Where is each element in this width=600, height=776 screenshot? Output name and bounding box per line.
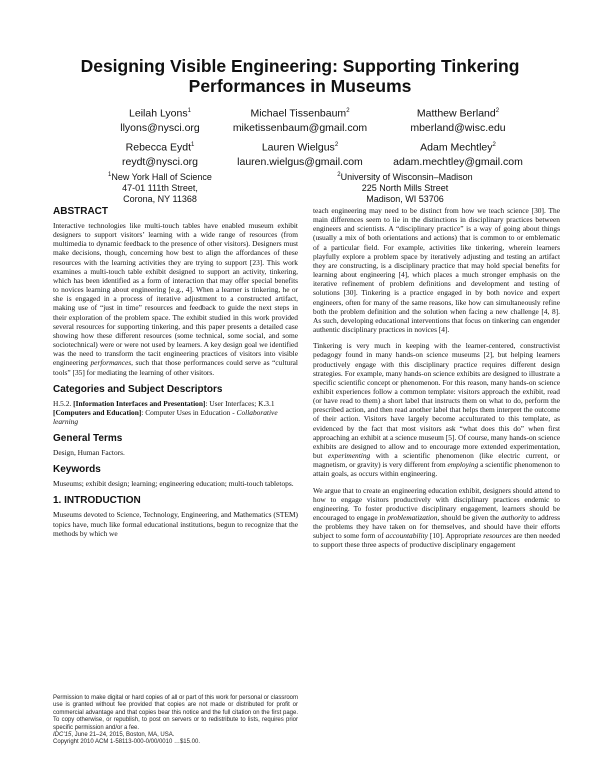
author-name: Matthew Berland [416,107,496,120]
author-affiliation-mark: 2 [492,142,496,148]
keywords-heading: Keywords [53,464,101,476]
author-affiliation-mark: 2 [346,108,350,114]
body-paragraph: Tinkering is very much in keeping with the learner-centered, constructivist pedagogy found in many hands-on science museums [2], but helping learners productively engage with this disciplinary practice requires different design strategies. For example, many hands-on science exhibits are designed to illustrate a specific scientific concept or phenomenon. For this reason, many hands-on science exhibit experiences follow a common template: visitors approach the exhibit, read (or have read to them) a short label that instructs them on what to do, perform the prescribed action, and then read another label that helps them interpret the outcome of their action. Visitors have largely become acculturated to this template, as evidenced by the fact that most visitors ask “what does this do” when first approaching an exhibit at a science museum [5]. Of course, many hands-on science exhibits are designed to allow and to encourage more extended experimentation, but experimenting with a scientific phenomenon (like electric current, or magnetism, or gravity) is very different from employing a scientific phenomenon to attain goals, as occurs within engineering. [313,341,561,479]
affiliation-name: University of Wisconsin–Madison [340,172,473,182]
author-name: Lauren Wielgus [261,141,335,154]
author-block [373,104,543,135]
affiliation-city: Corona, NY 11368 [123,194,197,204]
affiliation-block [60,170,260,205]
affiliation-name: New York Hall of Science [111,172,212,182]
conference-line: IDC’15, June 21–24, 2015, Boston, MA, USA. [53,732,175,739]
author-email: mberland@wisc.edu [410,121,506,134]
introduction-heading: 1. INTRODUCTION [53,495,141,507]
author-name: Leilah Lyons [129,107,188,120]
author-email: llyons@nysci.org [120,121,200,134]
author-email: reydt@nysci.org [121,155,199,168]
author-affiliation-mark: 2 [495,108,500,114]
left-column [53,206,298,545]
paper-title: Designing Visible Engineering: Supporting Tinkering Performances in Museums [80,56,520,96]
affiliation-street: 47-01 111th Street, [122,183,198,193]
affiliation-street: 225 North Mills Street [361,183,449,193]
right-column [313,206,560,557]
author-affiliation-mark: 1 [187,108,191,114]
abstract-text: Interactive technologies like multi-touch tables have enabled museum exhibit designers to support visitors’ learning with a wide range of resources (from multimedia to dynamic feedback to the presence of other visitors). Designers must make decisions, though, concerning how best to align the affordances of these resources with the learning activities they are trying to support [23]. This work examines a multi-touch table exhibit designed to support an activity, tinkering, which has been identified as a form of interaction that may offer special benefits to novices learning about engineering [e.g., 4]. When a learner is tinkering, he or she is engaged in a process of iterative adjustment to a constructed artifact, making use of “just in time” resources and feedback to guide the next steps in their exploration of the problem space. The exhibit studied in this work provided several resources for supporting tinkering, and this paper presents a detailed case showing how these different resources (some technical, some social, and some sociotechnical) were or were not used by learners. A key design goal we identified was the need to transform the tacit engineering practices of visitors into visible engineering performances, such that those performances could serve as “cultural tools” [35] for mediating the learning of other visitors. [53,221,298,377]
body-paragraph: teach engineering may need to be distinct from how we teach science [30]. The main differences seem to lie in the distinctions in disciplinary practices between engineers and scientists. A “disciplinary practice” is a way of going about things (usually a mix of both orientations and actions) that is common to or emblematic of a particular field. For example, activities like tinkering, wherein learners playfully explore a problem space by iteratively adjusting and testing an artifact they are constructing, is a disciplinary practice that may hold special benefits for learning about engineering [4], which places a much stronger emphasis on the iterative refinement of problem definitions and development and testing of solutions [30]. Tinkering is a practice engaged in by both novice and expert engineers, often for many of the same reasons, like how can simultaneously refine both the problem definition and the solution when facing a new challenge [4, 8]. As such, developing educational interventions that focus on tinkering can engender authentic disciplinary practices in novices [4]. [313,206,560,335]
author-name: Rebecca Eydt [125,141,192,154]
body-paragraph: We argue that to create an engineering education exhibit, designers should attend to how to engage visitors productively with disciplinary practices endemic to engineering. To foster productive disciplinary engagement, learners should be encouraged to engage in problematization, should be given the authority to address the problems they have taken on for themselves, and should have their efforts subject to some form of accountability [10]. Appropriate resources are then needed to support these three aspects of productive disciplinary engagement [313,485,561,550]
general-terms-heading: General Terms [53,433,123,445]
author-name: Adam Mechtley [420,141,493,154]
author-email: lauren.wielgus@gmail.com [237,155,363,168]
author-email: miketissenbaum@gmail.com [232,121,368,134]
author-block [215,138,385,169]
abstract-heading: ABSTRACT [53,206,108,217]
categories-heading: Categories and Subject Descriptors [53,383,223,395]
keywords-text: Museums; exhibit design; learning; engineering education; multi-touch tabletops. [53,479,294,489]
copyright-line: Copyright 2010 ACM 1-58113-000-0/00/0010 …$15.00. [53,739,200,746]
affiliation-mark: 2 [337,172,341,178]
affiliation-block [300,170,510,205]
author-name: Michael Tissenbaum [250,107,347,120]
author-affiliation-mark: 1 [191,142,195,148]
author-email: adam.mechtley@gmail.com [393,155,523,168]
author-affiliation-mark: 2 [334,142,339,148]
affiliation-mark: 1 [108,172,112,178]
general-terms-text: Design, Human Factors. [53,448,125,458]
categories-text: H.5.2. [Information Interfaces and Presentation]: User Interfaces; K.3.1 [Computers and Education]: Computer Uses in Education - Collaborative learning [53,398,278,426]
author-block [373,138,543,169]
introduction-text: Museums devoted to Science, Technology, Engineering, and Mathematics (STEM) topics have, much like formal educational institutions, begun to recognize that the methods by which we [53,510,298,538]
author-block [215,104,385,135]
permission-text: Permission to make digital or hard copies of all or part of this work for personal or classroom use is granted without fee provided that copies are not made or distributed for profit or commercial advantage and that copies bear this notice and the full citation on the first page. To copy otherwise, or republish, to post on servers or to redistribute to lists, requires prior specific permission and/or a fee. [53,695,298,731]
affiliation-city: Madison, WI 53706 [366,194,444,204]
permission-notice [53,695,298,747]
